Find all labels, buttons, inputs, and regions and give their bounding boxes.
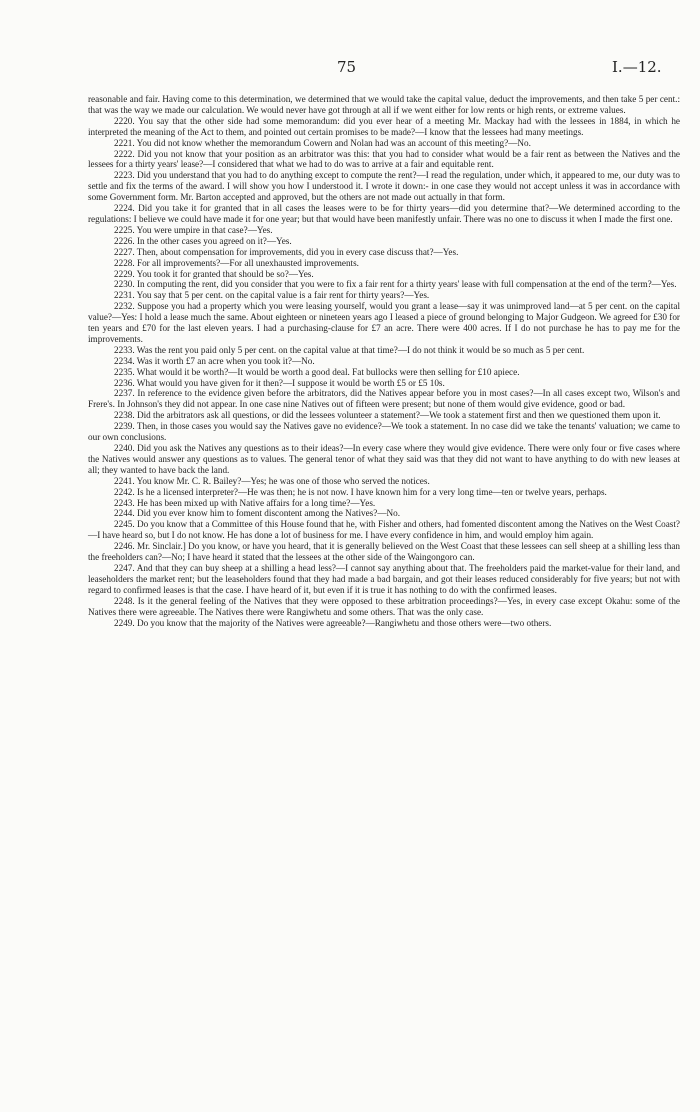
paragraph: 2223. Did you understand that you had to do anything except to compute the rent?—I read the regulation, under which, it appeared to me, our duty was to settle and fix the terms of the award. I will show you how I understood it. I wrote it down:- in one case they would not accept unless it was in accordance with some Government form. Mr. Barton accepted and approved, but the others are not made out actually in that form. [88,170,680,203]
paragraph: 2224. Did you take it for granted that in all cases the leases were to be for thirty years—did you determine that?—We determined according to the regulations: I believe we could have made it for one year; but that would have been manifestly unfair. There was no one to discuss it when I made the first one. [88,203,680,224]
paragraph: 2226. In the other cases you agreed on it?—Yes. [114,235,292,246]
paragraph: 2244. Did you ever know him to foment discontent among the Natives?—No. [114,508,401,519]
paragraph: 2249. Do you know that the majority of the Natives were agreeable?—Rangiwhetu and those others were—two others. [114,617,552,628]
paragraph: 2231. You say that 5 per cent. on the capital value is a fair rent for thirty years?—Yes. [114,290,430,301]
paragraph: 2233. Was the rent you paid only 5 per cent. on the capital value at that time?—I do not think it would be so much as 5 per cent. [114,344,585,355]
paragraph: 2247. And that they can buy sheep at a shilling a head less?—I cannot say anything about that. The freeholders paid the market-value for their land, and leaseholders the market rent; but the leaseholders found that they had made a bad bargain, and got their leases reduced considerably for five years; but not with regard to confirmed leases is that the case. I have heard of it, but even if it is true it has nothing to do with the confirmed leases. [88,562,680,595]
paragraph: 2222. Did you not know that your position as an arbitrator was this: that you had to consider what would be a fair rent as between the Natives and the lessees for a thirty years' lease?—I considered that what we had to do was to arrive at a fair and equitable rent. [88,148,680,170]
page-number: 75 [337,58,357,76]
paragraph: 2235. What would it be worth?—It would be worth a good deal. Fat bullocks were then selling for £10 apiece. [114,366,520,377]
paragraph: 2245. Do you know that a Committee of this House found that he, with Fisher and others, had fomented discontent among the Natives on the West Coast?—I have heard so, but I do not know. He has done a lot of business for me. I have every confidence in him, and would employ him again. [88,519,680,541]
document-reference: I.—12. [612,58,662,76]
paragraph: 2230. In computing the rent, did you consider that you were to fix a fair rent for a thirty years' lease with full compensation at the end of the term?—Yes. [114,279,677,290]
paragraph: 2234. Was it worth £7 an acre when you took it?—No. [114,355,315,366]
paragraph: 2239. Then, in those cases you would say the Natives gave no evidence?—We took a statement. In no case did we take the tenants' valuation; we came to our own conclusions. [88,421,680,443]
paragraph: 2220. You say that the other side had some memorandum: did you ever hear of a meeting Mr. Mackay had with the lessees in 1884, in which he interpreted the meaning of the Act to them, and pointed out certain promises to be made?—I know that the lessees had many meetings. [88,115,680,137]
paragraph: reasonable and fair. Having come to this determination, we determined that we would take the capital value, deduct the improvements, and then take 5 per cent.: that was the way we made our calculation. We would never have got through at all if we went either for low rents or high rents, or extreme values. [88,94,680,115]
paragraph: 2232. Suppose you had a property which you were leasing yourself, would you grant a lease—say it was unimproved land—at 5 per cent. on the capital value?—Yes: I hold a lease much the same. About eighteen or nineteen years ago I leased a piece of ground belonging to Major Gudgeon. We agreed for £30 for ten years and £70 for the last eleven years. I had a purchasing-clause for £7 an acre. There were 400 acres. If I do not purchase he has to pay me for the improvements. [88,301,680,344]
paragraph: 2248. Is it the general feeling of the Natives that they were opposed to these arbitration proceedings?—Yes, in every case except Okahu: some of the Natives there were agreeable. The Natives there were Rangiwhetu and some others. That was the only case. [88,595,680,617]
paragraph: 2240. Did you ask the Natives any questions as to their ideas?—In every case where they would give evidence. There were only four or five cases where the Natives would answer any questions as to values. The general tenor of what they said was that they did not want to have anything to do with new leases at all; they wanted to have back the land. [88,443,680,475]
paragraph: 2236. What would you have given for it then?—I suppose it would be worth £5 or £5 10s. [114,377,445,388]
paragraph: 2221. You did not know whether the memorandum Cowern and Nolan had was an account of this meeting?—No. [114,137,531,148]
paragraph: 2237. In reference to the evidence given before the arbitrators, did the Natives appear before you in most cases?—In all cases except two, Wilson's and Frere's. In Johnson's they did not appear. In one case nine Natives out of fifteen were present; but none of them would give evidence, good or bad. [88,388,680,410]
body-text [88,94,680,628]
paragraph: 2243. He has been mixed up with Native affairs for a long time?—Yes. [114,497,376,508]
paragraph: 2227. Then, about compensation for improvements, did you in every case discuss that?—Yes. [114,246,459,257]
paragraph: 2225. You were umpire in that case?—Yes. [114,224,273,235]
paragraph: 2229. You took it for granted that should be so?—Yes. [114,268,314,279]
paragraph: 2238. Did the arbitrators ask all questions, or did the lessees volunteer a statement?—We took a statement first and then we questioned them upon it. [114,410,661,421]
paragraph: 2242. Is he a licensed interpreter?—He was then; he is not now. I have known him for a very long time—ten or twelve years, perhaps. [114,486,607,497]
paragraph: 2246. Mr. Sinclair.] Do you know, or have you heard, that it is generally believed on the West Coast that these lessees can sell sheep at a shilling less than the freeholders can?—No; I have heard it stated that the lessees at the other side of the Waingongoro can. [88,541,680,563]
paragraph: 2241. You know Mr. C. R. Bailey?—Yes; he was one of those who served the notices. [114,475,430,486]
paragraph: 2228. For all improvements?—For all unexhausted improvements. [114,257,359,268]
